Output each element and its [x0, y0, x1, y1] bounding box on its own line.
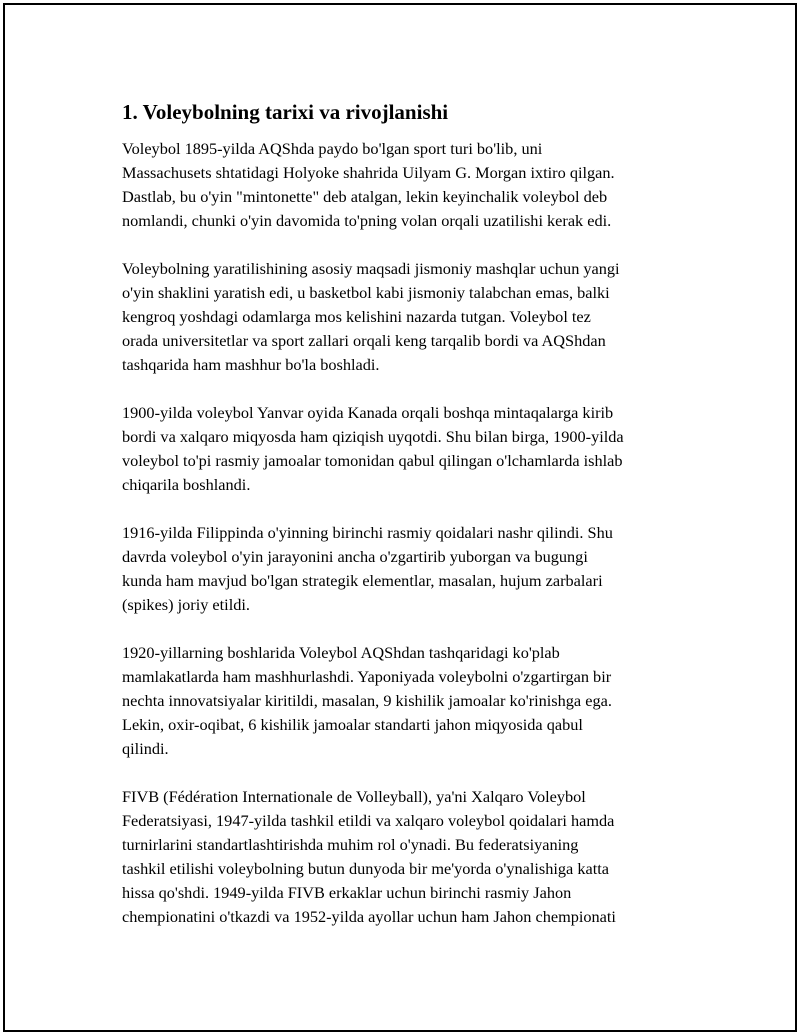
paragraph-line: Massachusets shtatidagi Holyoke shahrida Uilyam G. Morgan ixtiro qilgan. [122, 163, 615, 182]
paragraph-line: davrda voleybol o'yin jarayonini ancha o'zgartirib yuborgan va bugungi [122, 547, 588, 566]
body-paragraph [122, 641, 682, 761]
paragraph-line: kunda ham mavjud bo'lgan strategik elementlar, masalan, hujum zarbalari [122, 571, 603, 590]
paragraph-line: FIVB (Fédération Internationale de Volleyball), ya'ni Xalqaro Voleybol [122, 787, 586, 806]
section-heading: 1. Voleybolning tarixi va rivojlanishi [122, 100, 449, 124]
body-paragraph [122, 785, 682, 929]
paragraph-line: bordi va xalqaro miqyosda ham qiziqish uyqotdi. Shu bilan birga, 1900-yilda [122, 427, 624, 446]
document-body [122, 98, 682, 953]
paragraph-line: Lekin, oxir-oqibat, 6 kishilik jamoalar standarti jahon miqyosida qabul [122, 715, 583, 734]
paragraph-line: chempionatini o'tkazdi va 1952-yilda ayollar uchun ham Jahon chempionati [122, 907, 616, 926]
paragraph-line: 1920-yillarning boshlarida Voleybol AQShdan tashqaridagi ko'plab [122, 643, 560, 662]
page-border [3, 3, 797, 1032]
paragraph-line: Federatsiyasi, 1947-yilda tashkil etildi va xalqaro voleybol qoidalari hamda [122, 811, 615, 830]
paragraph-line: tashqarida ham mashhur bo'la boshladi. [122, 355, 380, 374]
paragraph-line: Voleybolning yaratilishining asosiy maqsadi jismoniy mashqlar uchun yangi [122, 259, 620, 278]
paragraph-line: turnirlarini standartlashtirishda muhim rol o'ynadi. Bu federatsiyaning [122, 835, 579, 854]
paragraph-line: chiqarila boshlandi. [122, 475, 251, 494]
paragraph-line: 1916-yilda Filippinda o'yinning birinchi rasmiy qoidalari nashr qilindi. Shu [122, 523, 613, 542]
body-paragraph [122, 257, 682, 377]
paragraph-line: nechta innovatsiyalar kiritildi, masalan, 9 kishilik jamoalar ko'rinishga ega. [122, 691, 612, 710]
paragraph-line: qilindi. [122, 739, 169, 758]
paragraph-line: hissa qo'shdi. 1949-yilda FIVB erkaklar uchun birinchi rasmiy Jahon [122, 883, 572, 902]
paragraph-line: 1900-yilda voleybol Yanvar oyida Kanada orqali boshqa mintaqalarga kirib [122, 403, 614, 422]
paragraphs-container [122, 137, 682, 929]
paragraph-line: kengroq yoshdagi odamlarga mos kelishini nazarda tutgan. Voleybol tez [122, 307, 591, 326]
body-paragraph [122, 137, 682, 233]
paragraph-line: nomlandi, chunki o'yin davomida to'pning volan orqali uzatilishi kerak edi. [122, 211, 612, 230]
paragraph-line: (spikes) joriy etildi. [122, 595, 250, 614]
paragraph-line: o'yin shaklini yaratish edi, u basketbol kabi jismoniy talabchan emas, balki [122, 283, 610, 302]
paragraph-line: Dastlab, bu o'yin "mintonette" deb atalgan, lekin keyinchalik voleybol deb [122, 187, 608, 206]
paragraph-line: orada universitetlar va sport zallari orqali keng tarqalib bordi va AQShdan [122, 331, 606, 350]
paragraph-line: voleybol to'pi rasmiy jamoalar tomonidan qabul qilingan o'lchamlarda ishlab [122, 451, 623, 470]
paragraph-line: Voleybol 1895-yilda AQShda paydo bo'lgan sport turi bo'lib, uni [122, 139, 543, 158]
paragraph-line: tashkil etilishi voleybolning butun dunyoda bir me'yorda o'ynalishiga katta [122, 859, 609, 878]
body-paragraph [122, 521, 682, 617]
paragraph-line: mamlakatlarda ham mashhurlashdi. Yaponiyada voleybolni o'zgartirgan bir [122, 667, 612, 686]
body-paragraph [122, 401, 682, 497]
